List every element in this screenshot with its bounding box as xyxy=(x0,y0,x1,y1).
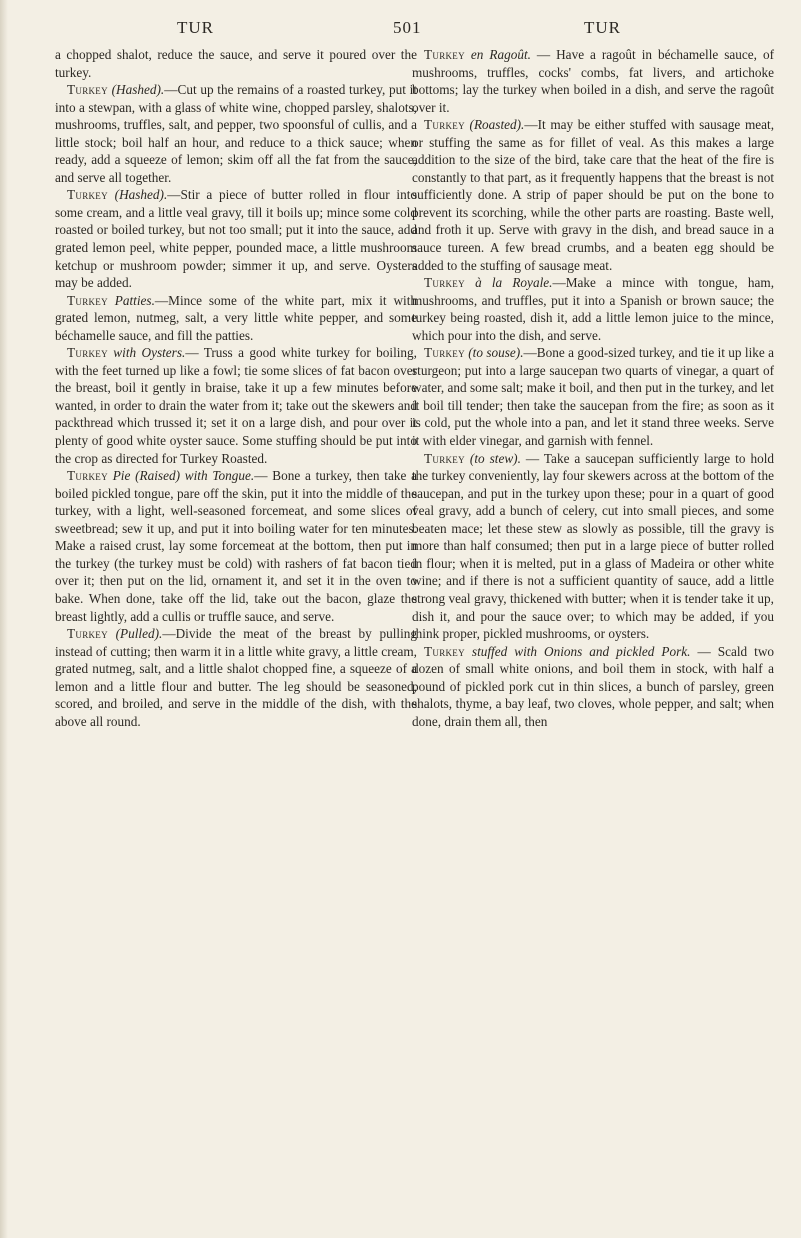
recipe-qualifier: Patties. xyxy=(114,292,155,308)
running-header-left: TUR xyxy=(177,18,214,37)
recipe-qualifier: Pie (Raised) with Tongue. xyxy=(112,468,255,484)
recipe-name: Turkey xyxy=(67,82,108,98)
recipe-body: —Bone a good-sized turkey, and tie it up like a sturgeon; put into a large saucepan two quarts of vinegar, a quart of water, and some salt; make it boil, and then put in the turkey, and let it boil till tender; then take the saucepan from the fire; as soon as it is cold, put the whole into a pan, and let it stand three weeks. Serve it with elder vinegar, and garnish with fennel. xyxy=(412,345,774,449)
recipe-body: —Make a mince with tongue, ham, mushrooms, and truffles, put it into a Spanish or brown sauce; the turkey being roasted, dish it, add a little lemon juice to the mince, which pour into the dish, and serve. xyxy=(412,275,775,343)
recipe-body: —Cut up the remains of a roasted turkey, put it into a stewpan, with a glass of white wine, chopped parsley, shalots, mushrooms, truffles, salt, and pepper, two spoonsful of cullis, and a little stock; boil half an hour, and reduce to a thick sauce; when ready, add a squeeze of lemon; skim off all the fat from the sauce, and serve all together. xyxy=(55,82,418,185)
recipe-name: Turkey xyxy=(424,345,465,361)
recipe-entry xyxy=(55,467,417,625)
recipe-qualifier: (to souse). xyxy=(468,345,524,361)
recipe-name: Turkey xyxy=(67,468,108,484)
recipe-name: Turkey xyxy=(424,47,465,62)
recipe-qualifier: (Hashed). xyxy=(114,187,168,203)
recipe-name: Turkey xyxy=(67,626,108,642)
recipe-name: Turkey xyxy=(424,117,465,133)
recipe-body: —Stir a piece of butter rolled in flour into some cream, and a little veal gravy, till it boils up; mince some cold roasted or boiled turkey, but not too small; put it into the sauce, add grated lemon peel, white pepper, pounded mace, a little mushroom ketchup or mushroom powder; simmer it up, and serve. Oysters may be added. xyxy=(55,187,418,291)
recipe-continuation xyxy=(55,46,417,81)
recipe-entry xyxy=(412,344,774,449)
recipe-name: Turkey xyxy=(424,450,465,466)
recipe-body: — Truss a good white turkey for boiling, with the feet turned up like a fowl; tie some slices of fat bacon over the breast, boil it gently in braise, take it up a few minutes before wanted, in order to drain the water from it; take out the skewers and packthread which trussed it; set it on a large dish, and pour over it plenty of good white oyster sauce. Some stuffing should be put into the crop as directed for Turkey Roasted. xyxy=(55,345,417,466)
recipe-name: Turkey xyxy=(424,275,465,291)
recipe-qualifier: (to stew). xyxy=(469,450,521,466)
recipe-body: —Mince some of the white part, mix it with grated lemon, nutmeg, salt, a very little white pepper, and some béchamelle sauce, and fill the patties. xyxy=(55,292,417,343)
recipe-entry xyxy=(55,186,417,291)
recipe-name: Turkey xyxy=(67,345,108,361)
recipe-body: — Take a saucepan sufficiently large to hold the turkey conveniently, lay four skewers across at the bottom of the saucepan, and put in the turkey upon these; pour in a quart of good veal gravy, add a bunch of celery, cut into small pieces, and some beaten mace; let these stew as slowly as possible, till the gravy is more than half consumed; then put in a large piece of butter rolled in flour; when it is melted, put in a glass of Madeira or other white wine; and if there is not a sufficient quantity of sauce, add a little strong veal gravy, thickened with butter; when it is tender take it up, dish it, and pour the sauce over; to which may be added, if you think proper, pickled mushrooms, or oysters. xyxy=(412,450,775,642)
right-column xyxy=(412,46,774,730)
page-edge-shadow xyxy=(0,0,8,1238)
recipe-body: —It may be either stuffed with sausage meat, or stuffing the same as for fillet of veal. As this makes a large addition to the size of the bird, take care that the heat of the fire is constantly to that part, as it frequently happens that the breast is not sufficiently done. A strip of paper should be put on the bone to prevent its scorching, while the other parts are roasting. Baste well, and froth it up. Serve with gravy in the dish, and bread sauce in a sauce tureen. A few bread crumbs, and a beaten egg should be added to the stuffing of sausage meat. xyxy=(412,117,775,273)
recipe-entry xyxy=(412,643,774,731)
recipe-body: —Divide the meat of the breast by pulling instead of cutting; then warm it in a little white gravy, a little cream, grated nutmeg, salt, and a little shalot chopped fine, a squeeze of a lemon and a little flour and butter. The leg should be seasoned, scored, and broiled, and serve in the middle of the dish, with the above all round. xyxy=(55,626,418,729)
recipe-entry xyxy=(412,46,774,116)
recipe-qualifier: stuffed with Onions and pickled Pork. xyxy=(471,643,691,659)
recipe-entry xyxy=(55,625,417,730)
recipe-body: — Scald two dozen of small white onions, and boil them in stock, with half a pound of pickled pork cut in thin slices, a bunch of parsley, green shalots, thyme, a bay leaf, two cloves, whole pepper, and salt; when done, drain them all, then xyxy=(412,643,775,729)
recipe-body: a chopped shalot, reduce the sauce, and serve it poured over the turkey. xyxy=(55,47,417,80)
recipe-body: — Have a ragoût in béchamelle sauce, of mushrooms, truffles, cocks' combs, fat livers, and artichoke bottoms; lay the turkey when boiled in a dish, and serve the ragoût over it. xyxy=(412,47,775,115)
recipe-name: Turkey xyxy=(67,292,108,308)
recipe-entry xyxy=(55,344,417,467)
recipe-qualifier: (Hashed). xyxy=(111,82,165,98)
recipe-qualifier: with Oysters. xyxy=(113,345,186,361)
left-column xyxy=(55,46,417,730)
recipe-entry xyxy=(412,274,774,344)
recipe-qualifier: (Pulled). xyxy=(115,626,163,642)
recipe-qualifier: à la Royale. xyxy=(475,275,553,291)
recipe-body: — Bone a turkey, then take a boiled pickled tongue, pare off the skin, put it into the middle of the turkey, with a light, well-seasoned forcemeat, and some slices of sweetbread; sew it up, and put it into boiling water for ten minutes. Make a raised crust, lay some forcemeat at the bottom, then put in the turkey (the turkey must be cold) with rashers of fat bacon tied over it; then put on the lid, ornament it, and set it in the oven to bake. When done, take off the lid, take out the bacon, glaze the breast lightly, add a cullis or truffle sauce, and serve. xyxy=(55,468,418,624)
page-number: 501 xyxy=(393,18,422,37)
recipe-name: Turkey xyxy=(67,187,108,203)
recipe-entry xyxy=(412,116,774,274)
recipe-entry xyxy=(412,450,774,643)
running-header-right: TUR xyxy=(584,18,621,37)
recipe-qualifier: en Ragoût. xyxy=(470,47,531,62)
recipe-name: Turkey xyxy=(424,643,465,659)
recipe-entry xyxy=(55,292,417,345)
recipe-qualifier: (Roasted). xyxy=(469,117,525,133)
recipe-entry xyxy=(55,81,417,186)
